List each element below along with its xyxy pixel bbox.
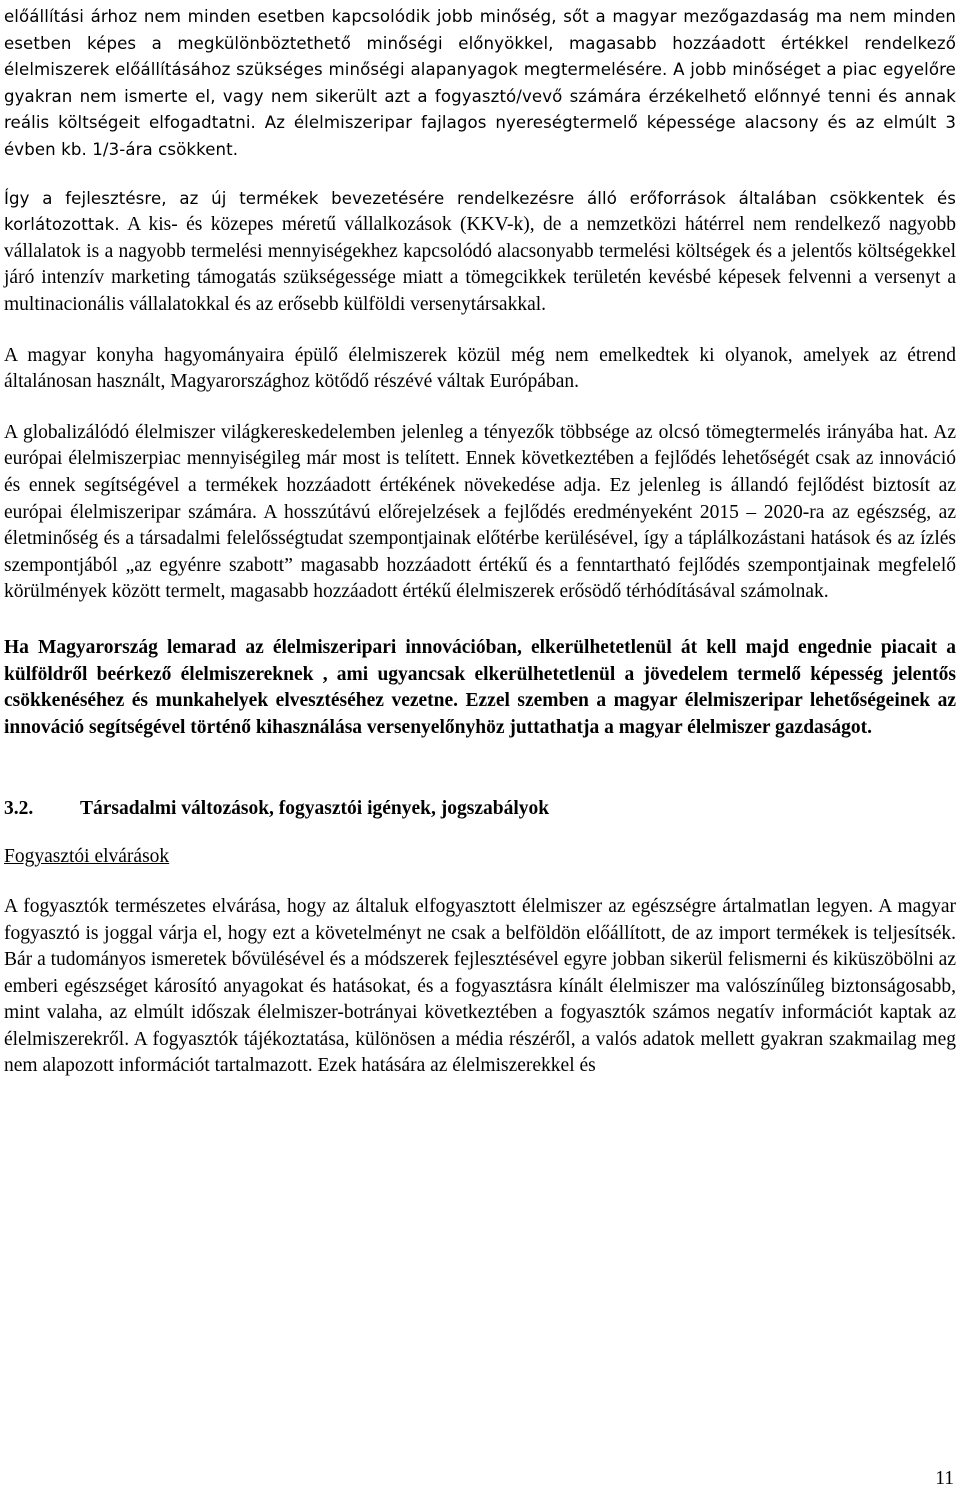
paragraph-innovation-warning: Ha Magyarország lemarad az élelmiszeripari innovációban, elkerülhetetlenül át kell majd engednie piacait a külföldről beérkező élelmiszereknek , ami ugyancsak elkerülhetetlenül a jövedelem termelő képesség jelentős csökkenéséhez és munkahelyek elvesztéséhez vezetne. Ezzel szemben a magyar élelmiszeripar lehetőségeinek az innováció segítségével történő kihasználása versenyelőnyhöz juttathatja a magyar élelmiszer gazdaságot. [4,636,956,739]
paragraph-sme-body: A kis- és közepes méretű vállalkozások (KKV-k), de a nemzetközi hátérrel nem rendelkező nagyobb vállalatok is a nagyobb termelési mennyiségekhez kapcsolódó alacsonyabb termelési költségek és a jelentős költségekkel járó intenzív marketing támogatás szükségessége miatt a tömegcikkek területén kevésbé képesek felvenni a versenyt a multinacionális vállalatokkal és az erősebb külföldi versenytársakkal. [4,214,956,315]
paragraph-sme-lead-sentence: Így a fejlesztésre, az új termékek bevezetésére rendelkezésre álló erőforrások általában csökkentek és korlátozottak. [4,188,956,235]
paragraph-quality-issues: előállítási árhoz nem minden esetben kapcsolódik jobb minőség, sőt a magyar mezőgazdaság ma nem minden esetben képes a megkülönböztethető minőségi előnyökkel, magasabb hozzáadott értékkel rendelkező élelmiszerek előállításához szükséges minőségi alapanyagok megtermelésére. A jobb minőséget a piac egyelőre gyakran nem ismerte el, vagy nem sikerült azt a fogyasztó/vevő számára érzékelhető előnnyé tenni és annak reális költségeit elfogadtatni. Az élelmiszeripar fajlagos nyereségtermelő képessége alacsony és az elmúlt 3 évben kb. 1/3-ára csökkent. [4,7,956,159]
paragraph-sme-competition [4,186,956,319]
page-number: 11 [935,1468,954,1489]
subheading-consumer-expectations: Fogyasztói elvárások [4,846,170,868]
section-number: 3.2. [4,798,34,820]
section-title: Társadalmi változások, fogyasztói igények, jogszabályok [80,798,550,820]
paragraph-global-trade: A globalizálódó élelmiszer világkereskedelemben jelenleg a tényezők többsége az olcsó tömegtermelés irányába hat. Az európai élelmiszerpiac mennyiségileg már most is telített. Ennek következtében a fejlődés lehetőségét csak az innováció és ennek segítségével a termékek hozzáadott értékének növekedése adja. Ez jelenleg is állandó fejlődést biztosít az európai élelmiszeripar számára. A hosszútávú előrejelzések a fejlődés eredményeként 2015 – 2020-ra az egészség, az életminőség és a társadalmi felelősségtudat szempontjainak előtérbe kerülésével, így a táplálkozástani hatások és az ízlés szempontjából „az egyénre szabott” magasabb hozzáadott értékű és a fenntartható fejlődés szempontjainak megfelelő körülmények között termelt, magasabb hozzáadott értékű élelmiszerek erősödő térhódításával számolnak. [4,421,956,603]
document-page [4,4,956,1080]
section-heading [4,796,956,822]
paragraph-consumer-expectations: A fogyasztók természetes elvárása, hogy az általuk elfogyasztott élelmiszer az egészségre ártalmatlan legyen. A magyar fogyasztó is joggal várja el, hogy ezt a követelményt ne csak a belföldön előállított, de az import termékek is teljesítsék. Bár a tudományos ismeretek bővülésével és a módszerek fejlesztésével egyre jobban sikerül felismerni és kiküszöbölni az emberi egészséget károsító anyagokat és hatásokat, és a fogyasztásra kínált élelmiszer ma valószínűleg biztonságosabb, mint valaha, az elmúlt időszak élelmiszer-botrányai következtében a fogyasztók számos negatív információt kaptak az élelmiszerekről. A fogyasztók tájékoztatása, különösen a média részéről, a valós adatok mellett gyakran szakmailag meg nem alapozott információt tartalmazott. Ezek hatására az élelmiszerekkel és [4,896,956,1077]
paragraph-hungarian-cuisine: A magyar konyha hagyományaira épülő élelmiszerek közül még nem emelkedtek ki olyanok, amelyek az étrend általánosan használt, Magyarországhoz kötődő részévé váltak Európában. [4,344,956,393]
